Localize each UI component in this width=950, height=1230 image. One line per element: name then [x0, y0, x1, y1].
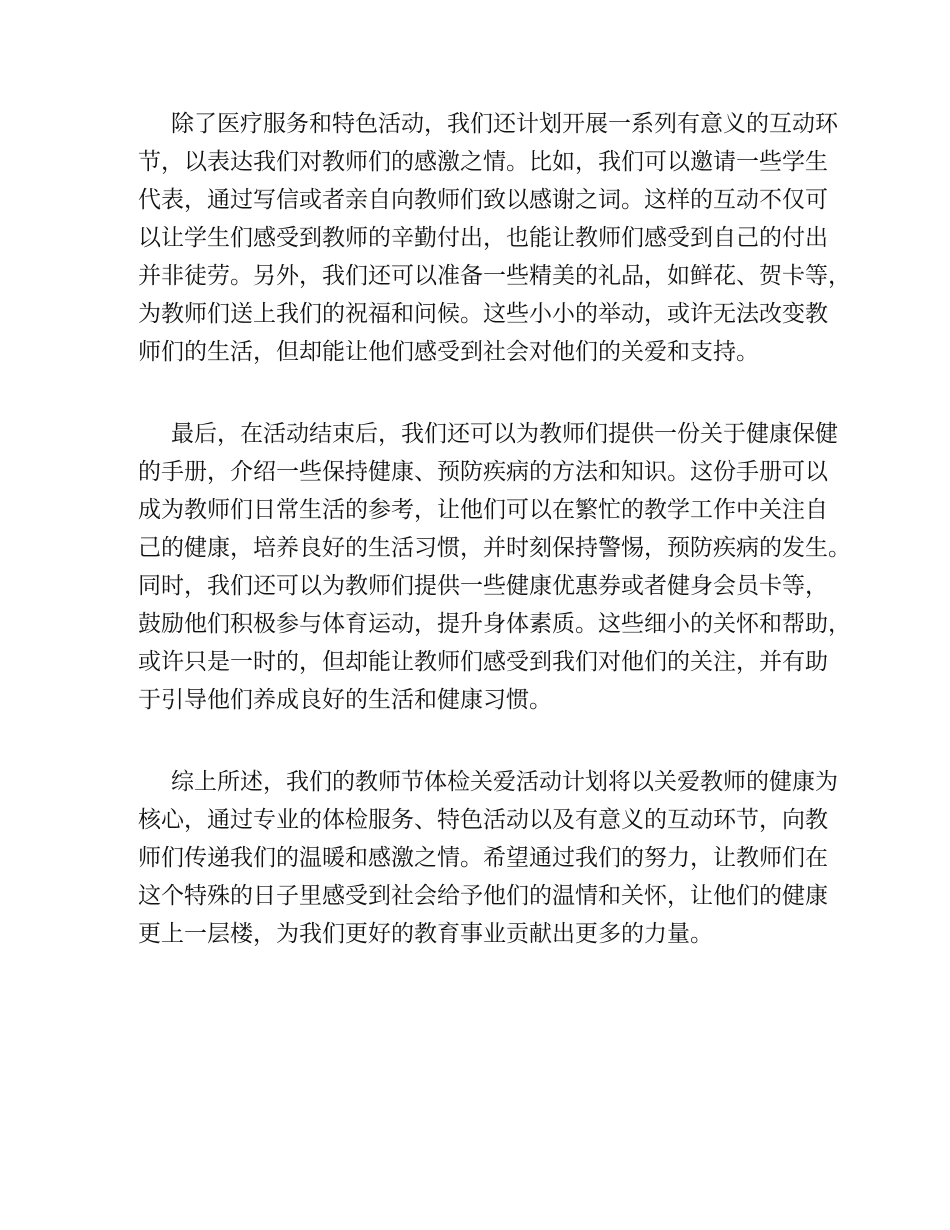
paragraph-1-line-3: 代表，通过写信或者亲自向教师们致以感谢之词。这样的互动不仅可 [138, 187, 828, 213]
paragraph-2-line-6: 鼓励他们积极参与体育运动，提升身体素质。这些细小的关怀和帮助， [138, 611, 851, 637]
paragraph-3-line-2: 核心，通过专业的体检服务、特色活动以及有意义的互动环节，向教 [138, 807, 828, 833]
paragraph-2-line-7: 或许只是一时的，但却能让教师们感受到我们对他们的关注，并有助 [138, 649, 828, 675]
paragraph-2-line-1: 最后，在活动结束后，我们还可以为教师们提供一份关于健康保健 [171, 421, 838, 447]
paragraph-2-line-8: 于引导他们养成良好的生活和健康习惯。 [138, 687, 552, 713]
paragraph-1-line-6: 为教师们送上我们的祝福和问候。这些小小的举动，或许无法改变教 [138, 301, 828, 327]
paragraph-1-line-1: 除了医疗服务和特色活动，我们还计划开展一系列有意义的互动环 [171, 111, 838, 137]
paragraph-1-line-4: 以让学生们感受到教师的辛勤付出，也能让教师们感受到自己的付出 [138, 225, 828, 251]
paragraph-3-line-1: 综上所述，我们的教师节体检关爱活动计划将以关爱教师的健康为 [171, 769, 838, 795]
paragraph-3-line-3: 师们传递我们的温暖和感激之情。希望通过我们的努力，让教师们在 [138, 845, 828, 871]
paragraph-3-line-5: 更上一层楼，为我们更好的教育事业贡献出更多的力量。 [138, 921, 713, 947]
paragraph-3-line-4: 这个特殊的日子里感受到社会给予他们的温情和关怀，让他们的健康 [138, 883, 828, 909]
paragraph-2-line-5: 同时，我们还可以为教师们提供一些健康优惠券或者健身会员卡等， [138, 573, 828, 599]
paragraph-1-line-7: 师们的生活，但却能让他们感受到社会对他们的关爱和支持。 [138, 339, 759, 365]
paragraph-1-line-5: 并非徒劳。另外，我们还可以准备一些精美的礼品，如鲜花、贺卡等， [138, 263, 851, 289]
paragraph-2-line-3: 成为教师们日常生活的参考，让他们可以在繁忙的教学工作中关注自 [138, 497, 828, 523]
paragraph-1-line-2: 节，以表达我们对教师们的感激之情。比如，我们可以邀请一些学生 [138, 149, 828, 175]
paragraph-2-line-4: 己的健康，培养良好的生活习惯，并时刻保持警惕，预防疾病的发生。 [138, 535, 851, 561]
paragraph-2-line-2: 的手册，介绍一些保持健康、预防疾病的方法和知识。这份手册可以 [138, 459, 828, 485]
